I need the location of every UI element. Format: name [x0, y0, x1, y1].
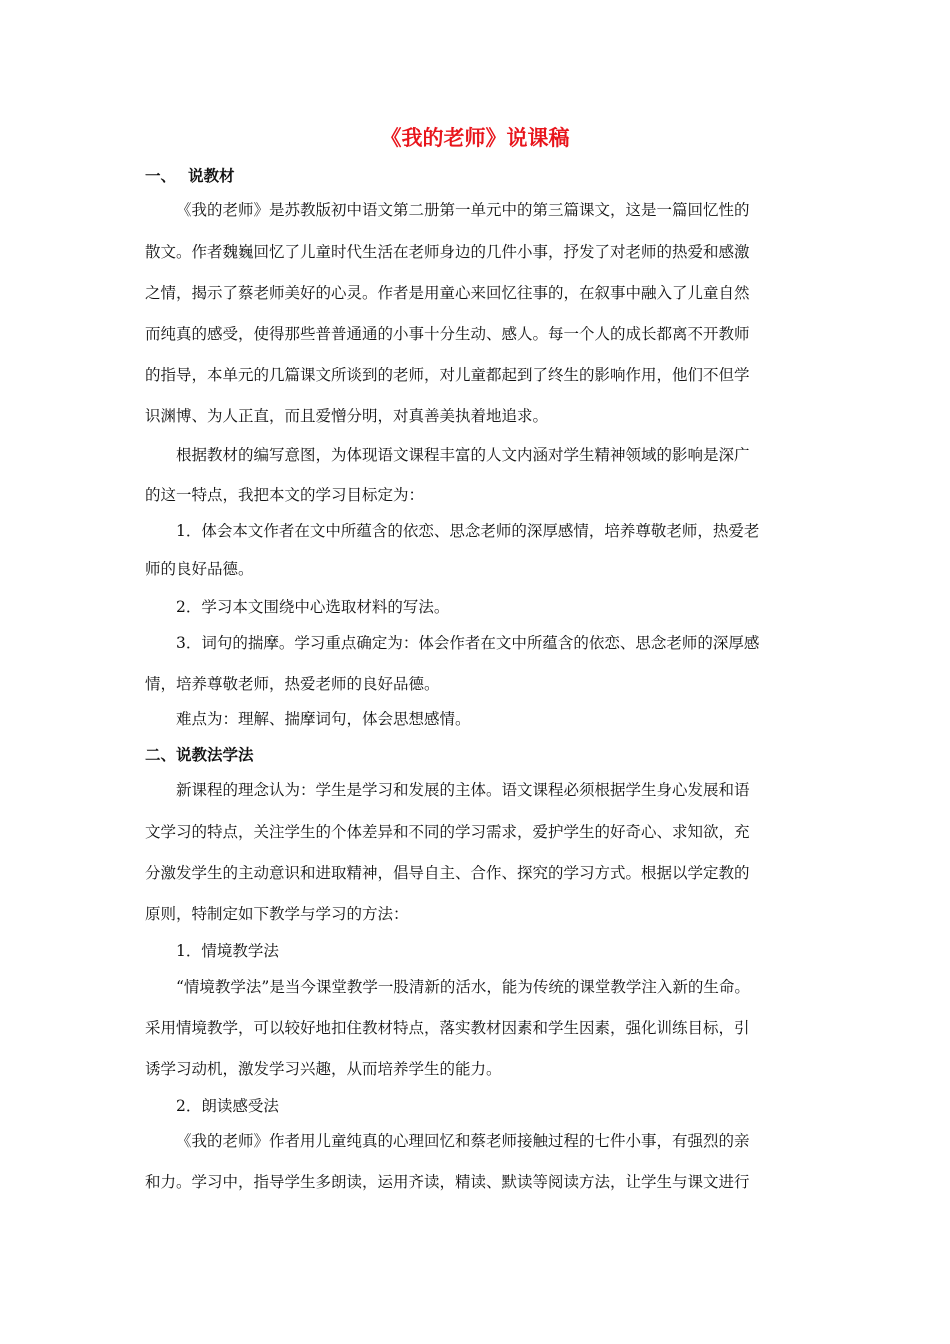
paragraph-line: 新课程的理念认为：学生是学习和发展的主体。语文课程必须根据学生身心发展和语 — [176, 781, 750, 799]
paragraph-line: 原则，特制定如下教学与学习的方法： — [145, 905, 409, 923]
method-title: 1．情境教学法 — [176, 942, 279, 960]
paragraph-line: 采用情境教学，可以较好地扣住教材特点，落实教材因素和学生因素，强化训练目标，引 — [145, 1019, 750, 1037]
paragraph-line: 《我的老师》是苏教版初中语文第二册第一单元中的第三篇课文，这是一篇回忆性的 — [176, 201, 750, 219]
paragraph-line: 散文。作者魏巍回忆了儿童时代生活在老师身边的几件小事，抒发了对老师的热爱和感激 — [145, 243, 750, 261]
paragraph-line: 分激发学生的主动意识和进取精神，倡导自主、合作、探究的学习方式。根据以学定教的 — [145, 864, 750, 882]
section-title: 说教材 — [188, 167, 235, 185]
paragraph-line: 《我的老师》作者用儿童纯真的心理回忆和蔡老师接触过程的七件小事，有强烈的亲 — [176, 1132, 750, 1150]
section-number: 一、 — [145, 167, 177, 185]
goal-item: 3．词句的揣摩。学习重点确定为：体会作者在文中所蕴含的依恋、思念老师的深厚感 — [176, 634, 760, 652]
document-title: 《我的老师》说课稿 — [380, 126, 570, 150]
section-heading-textbook — [145, 165, 235, 187]
method-title: 2．朗读感受法 — [176, 1097, 279, 1115]
paragraph-line: 根据教材的编写意图，为体现语文课程丰富的人文内涵对学生精神领域的影响是深广 — [176, 446, 750, 464]
goal-item: 2．学习本文围绕中心选取材料的写法。 — [176, 598, 450, 616]
difficulty-line: 难点为：理解、揣摩词句，体会思想感情。 — [176, 710, 471, 728]
goal-item: 1．体会本文作者在文中所蕴含的依恋、思念老师的深厚感情，培养尊敬老师，热爱老 — [176, 522, 760, 540]
paragraph-line: 文学习的特点，关注学生的个体差异和不同的学习需求，爱护学生的好奇心、求知欲，充 — [145, 823, 750, 841]
goal-item: 师的良好品德。 — [145, 560, 254, 578]
paragraph-line: 的这一特点，我把本文的学习目标定为： — [145, 486, 425, 504]
paragraph-line: 的指导，本单元的几篇课文所谈到的老师，对儿童都起到了终生的影响作用，他们不但学 — [145, 366, 750, 384]
goal-item: 情，培养尊敬老师，热爱老师的良好品德。 — [145, 675, 440, 693]
paragraph-line: “情境教学法”是当今课堂教学一股清新的活水，能为传统的课堂教学注入新的生命。 — [176, 978, 750, 996]
paragraph-line: 识渊博、为人正直，而且爱憎分明，对真善美执着地追求。 — [145, 407, 549, 425]
paragraph-line: 诱学习动机，激发学习兴趣，从而培养学生的能力。 — [145, 1060, 502, 1078]
paragraph-line: 和力。学习中，指导学生多朗读，运用齐读，精读、默读等阅读方法，让学生与课文进行 — [145, 1173, 750, 1191]
section-heading-methods: 二、说教法学法 — [145, 746, 254, 764]
paragraph-line: 而纯真的感受，使得那些普普通通的小事十分生动、感人。每一个人的成长都离不开教师 — [145, 325, 750, 343]
paragraph-line: 之情，揭示了蔡老师美好的心灵。作者是用童心来回忆往事的，在叙事中融入了儿童自然 — [145, 284, 750, 302]
